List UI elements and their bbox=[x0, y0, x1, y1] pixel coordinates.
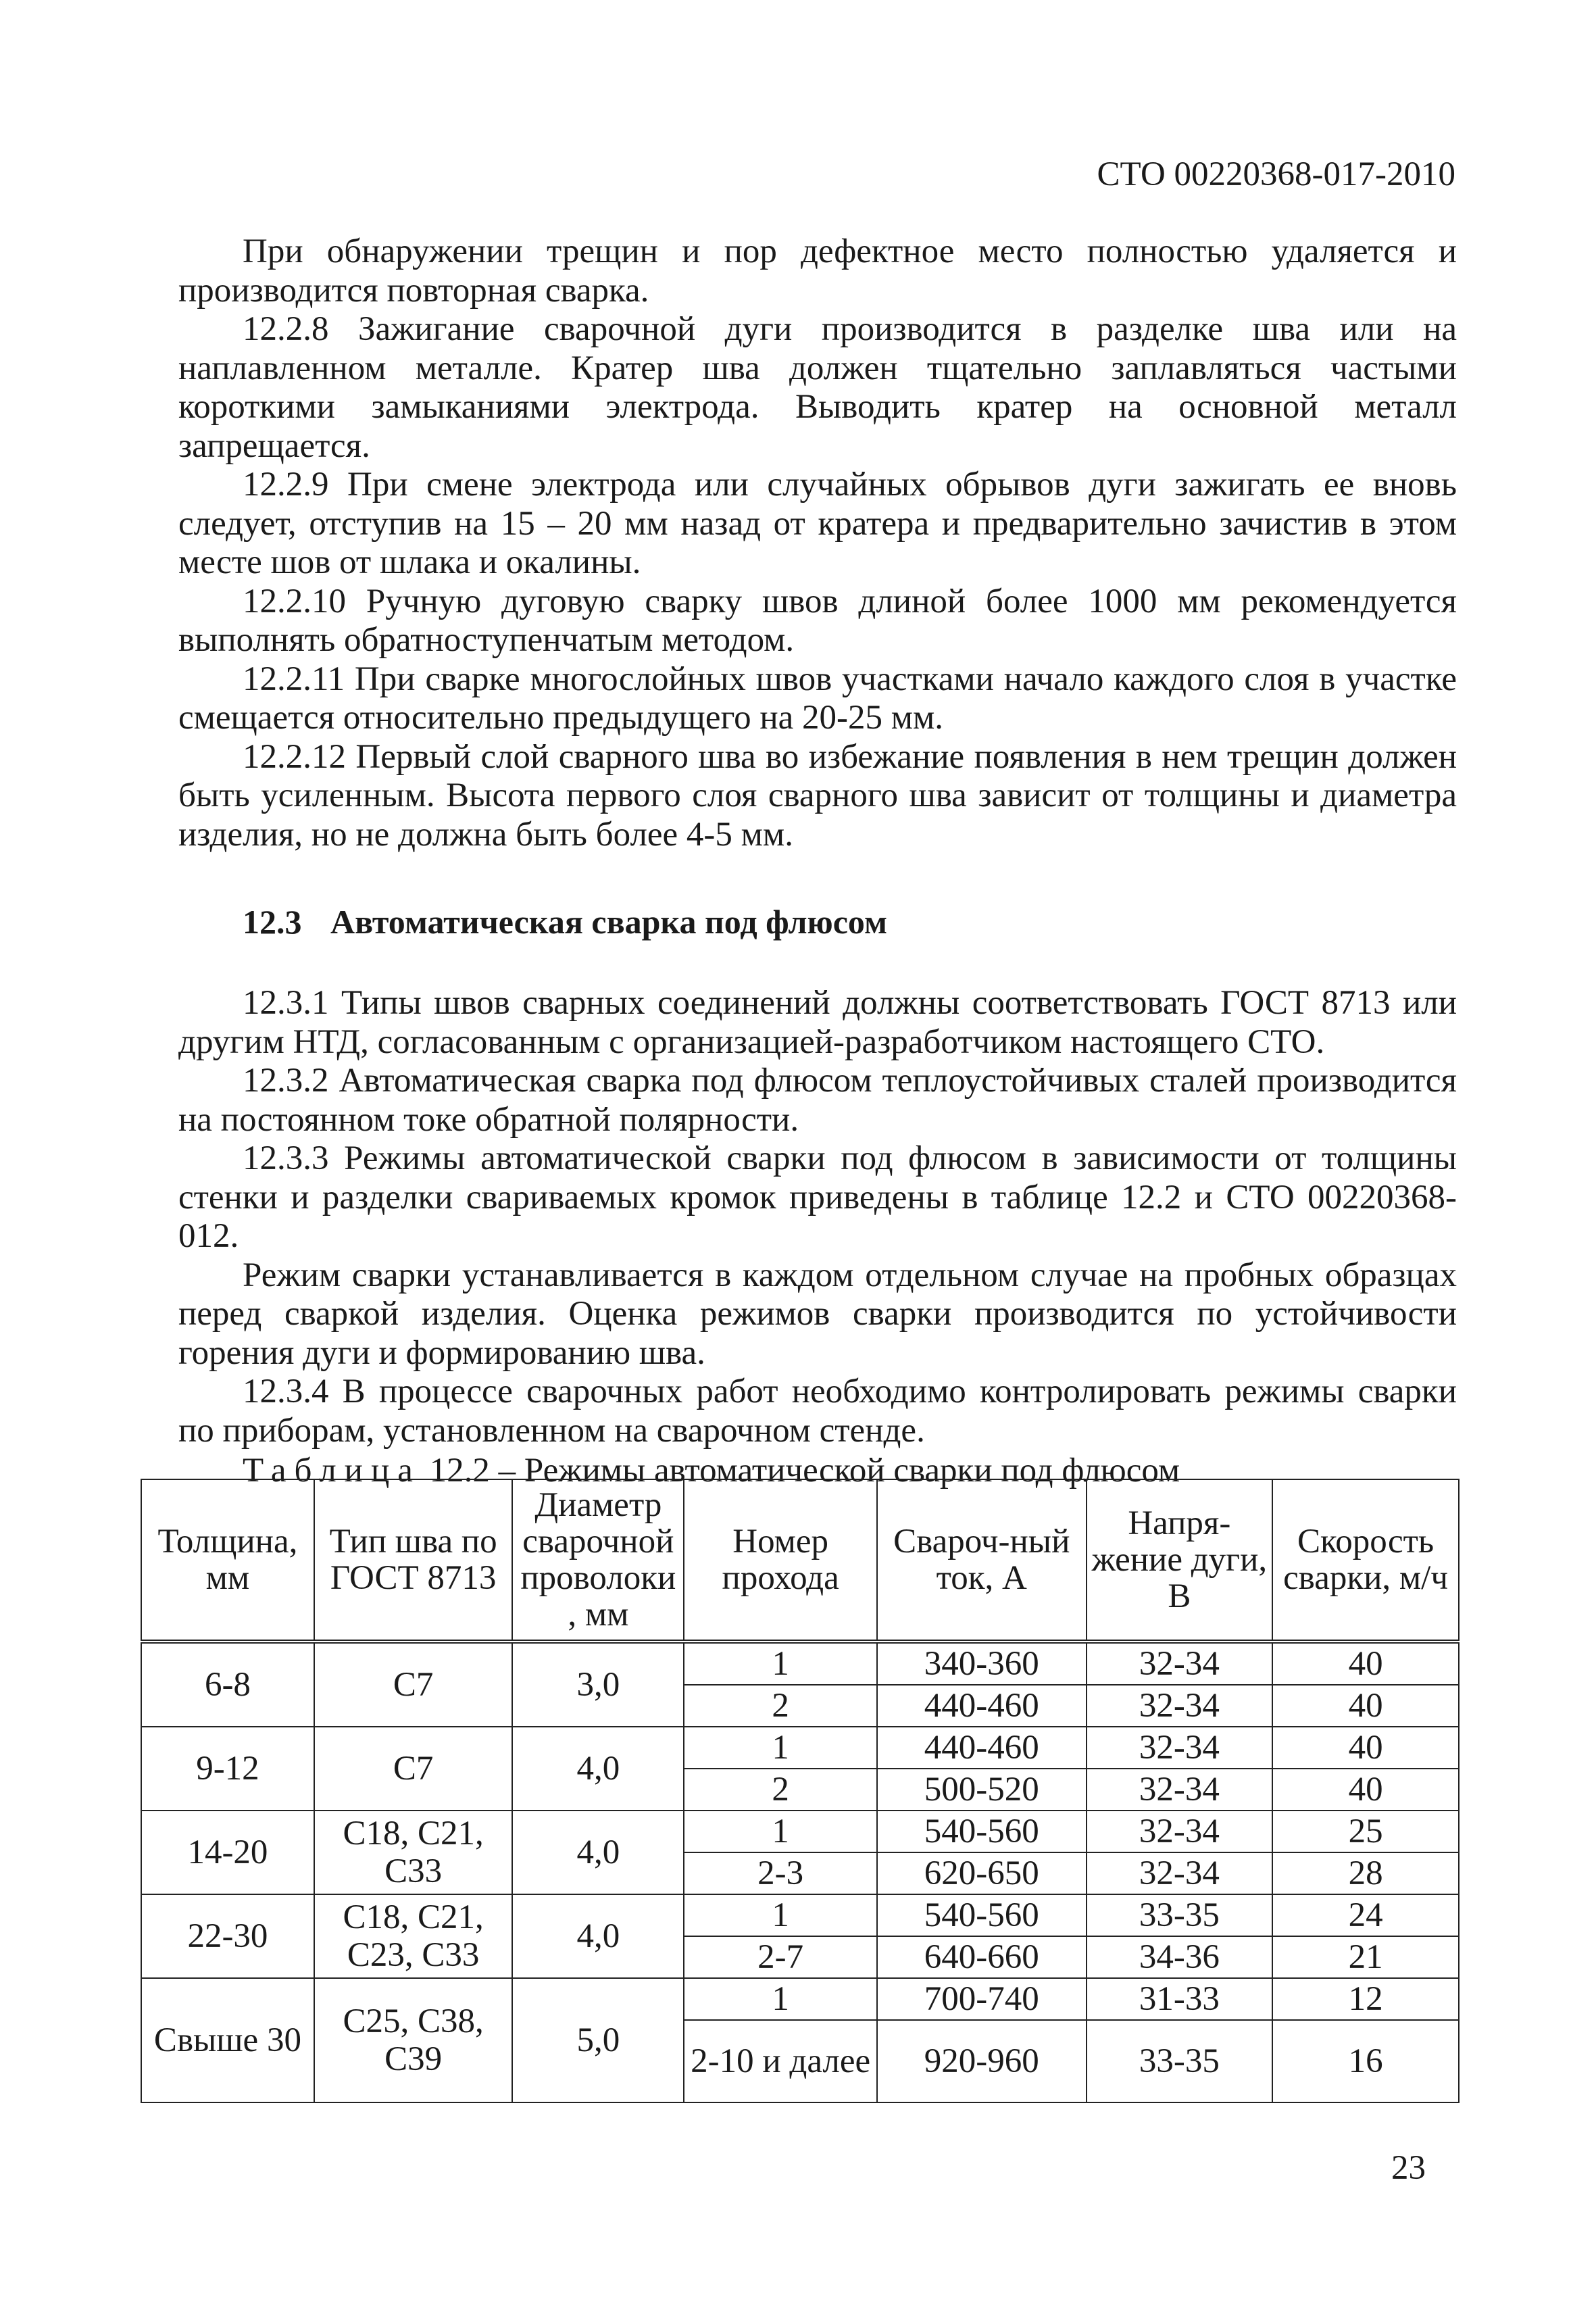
cell-wire-diameter: 4,0 bbox=[512, 1811, 684, 1894]
cell-thickness: 22-30 bbox=[141, 1894, 314, 1978]
cell-speed: 12 bbox=[1272, 1978, 1459, 2020]
cell-current: 620-650 bbox=[877, 1852, 1087, 1894]
table-caption-word: Таблица bbox=[243, 1452, 421, 1490]
cell-current: 540-560 bbox=[877, 1894, 1087, 1936]
column-header-speed: Скорость сварки, м/ч bbox=[1272, 1479, 1459, 1642]
welding-modes-table bbox=[141, 1479, 1460, 2103]
table-row bbox=[141, 1727, 1459, 1769]
paragraph: Режим сварки устанавливается в каждом отдельном случае на пробных образцах перед сваркой изделия. Оценка режимов сварки производится по устойчивости горения дуги и формированию шва. bbox=[178, 1256, 1457, 1372]
cell-thickness: 6-8 bbox=[141, 1642, 314, 1727]
paragraph: 12.3.2 Автоматическая сварка под флюсом теплоустойчивых сталей производится на постоянном токе обратной полярности. bbox=[178, 1062, 1457, 1139]
paragraph: 12.3.1 Типы швов сварных соединений должны соответствовать ГОСТ 8713 или другим НТД, согласованным с организацией-разработчиком настоящего СТО. bbox=[178, 984, 1457, 1061]
table-row bbox=[141, 1978, 1459, 2020]
cell-voltage: 34-36 bbox=[1087, 1936, 1273, 1978]
cell-current: 500-520 bbox=[877, 1769, 1087, 1811]
column-header-pass-number: Номер прохода bbox=[684, 1479, 877, 1642]
cell-current: 440-460 bbox=[877, 1727, 1087, 1769]
cell-pass: 1 bbox=[684, 1642, 877, 1685]
column-header-wire-diameter: Диаметр сварочной проволоки , мм bbox=[512, 1479, 684, 1642]
column-header-thickness: Толщина, мм bbox=[141, 1479, 314, 1642]
section-title: Автоматическая сварка под флюсом bbox=[330, 903, 888, 941]
cell-wire-diameter: 3,0 bbox=[512, 1642, 684, 1727]
cell-current: 340-360 bbox=[877, 1642, 1087, 1685]
paragraph: 12.2.8 Зажигание сварочной дуги производится в разделке шва или на наплавленном металле. Кратер шва должен тщательно заплавляться частыми короткими замыканиями электрода. Выводить кратер на основной металл запрещается. bbox=[178, 310, 1457, 465]
cell-voltage: 32-34 bbox=[1087, 1685, 1273, 1727]
table-row bbox=[141, 1642, 1459, 1685]
cell-seam-type: С7 bbox=[314, 1727, 512, 1811]
cell-voltage: 33-35 bbox=[1087, 1894, 1273, 1936]
cell-pass: 1 bbox=[684, 1811, 877, 1852]
cell-seam-type: С25, С38, С39 bbox=[314, 1978, 512, 2102]
cell-voltage: 32-34 bbox=[1087, 1727, 1273, 1769]
page-number: 23 bbox=[1391, 2149, 1426, 2187]
cell-current: 440-460 bbox=[877, 1685, 1087, 1727]
cell-pass: 2-3 bbox=[684, 1852, 877, 1894]
cell-thickness: Свыше 30 bbox=[141, 1978, 314, 2102]
cell-voltage: 32-34 bbox=[1087, 1811, 1273, 1852]
paragraph: 12.2.11 При сварке многослойных швов участками начало каждого слоя в участке смещается относительно предыдущего на 20-25 мм. bbox=[178, 660, 1457, 737]
section-heading bbox=[178, 902, 1457, 942]
paragraph: 12.2.10 Ручную дуговую сварку швов длиной более 1000 мм рекомендуется выполнять обратноступенчатым методом. bbox=[178, 582, 1457, 659]
cell-current: 540-560 bbox=[877, 1811, 1087, 1852]
paragraph: 12.2.9 При смене электрода или случайных обрывов дуги зажигать ее вновь следует, отступив на 15 – 20 мм назад от кратера и предварительно зачистив в этом месте шов от шлака и окалины. bbox=[178, 466, 1457, 581]
cell-speed: 40 bbox=[1272, 1685, 1459, 1727]
cell-voltage: 33-35 bbox=[1087, 2020, 1273, 2102]
cell-current: 640-660 bbox=[877, 1936, 1087, 1978]
column-header-current: Свароч-ный ток, А bbox=[877, 1479, 1087, 1642]
cell-pass: 2-7 bbox=[684, 1936, 877, 1978]
column-header-seam-type: Тип шва по ГОСТ 8713 bbox=[314, 1479, 512, 1642]
cell-speed: 40 bbox=[1272, 1769, 1459, 1811]
body-text bbox=[178, 232, 1457, 1491]
cell-wire-diameter: 4,0 bbox=[512, 1727, 684, 1811]
cell-speed: 40 bbox=[1272, 1642, 1459, 1685]
cell-voltage: 31-33 bbox=[1087, 1978, 1273, 2020]
paragraph: 12.3.3 Режимы автоматической сварки под флюсом в зависимости от толщины стенки и разделки свариваемых кромок приведены в таблице 12.2 и СТО 00220368-012. bbox=[178, 1139, 1457, 1255]
table-row bbox=[141, 1894, 1459, 1936]
cell-pass: 2 bbox=[684, 1685, 877, 1727]
cell-pass: 1 bbox=[684, 1978, 877, 2020]
paragraph: 12.2.12 Первый слой сварного шва во избежание появления в нем трещин должен быть усиленным. Высота первого слоя сварного шва зависит от толщины и диаметра изделия, но не должна быть более 4-5 мм. bbox=[178, 737, 1457, 854]
cell-pass: 1 bbox=[684, 1727, 877, 1769]
cell-speed: 16 bbox=[1272, 2020, 1459, 2102]
cell-thickness: 9-12 bbox=[141, 1727, 314, 1811]
cell-current: 920-960 bbox=[877, 2020, 1087, 2102]
cell-pass: 2-10 и далее bbox=[684, 2020, 877, 2102]
cell-thickness: 14-20 bbox=[141, 1811, 314, 1894]
cell-pass: 2 bbox=[684, 1769, 877, 1811]
cell-seam-type: С18, С21, С23, С33 bbox=[314, 1894, 512, 1978]
cell-speed: 24 bbox=[1272, 1894, 1459, 1936]
table-caption-text: 12.2 – Режимы автоматической сварки под флюсом bbox=[420, 1452, 1180, 1490]
cell-wire-diameter: 4,0 bbox=[512, 1894, 684, 1978]
cell-voltage: 32-34 bbox=[1087, 1642, 1273, 1685]
paragraph: При обнаружении трещин и пор дефектное место полностью удаляется и производится повторная сварка. bbox=[178, 232, 1457, 310]
document-code: СТО 00220368-017-2010 bbox=[1097, 155, 1455, 193]
cell-speed: 21 bbox=[1272, 1936, 1459, 1978]
cell-speed: 25 bbox=[1272, 1811, 1459, 1852]
paragraph: 12.3.4 В процессе сварочных работ необходимо контролировать режимы сварки по приборам, установленном на сварочном стенде. bbox=[178, 1373, 1457, 1450]
cell-wire-diameter: 5,0 bbox=[512, 1978, 684, 2102]
cell-seam-type: С18, С21, С33 bbox=[314, 1811, 512, 1894]
column-header-voltage: Напря-жение дуги, В bbox=[1087, 1479, 1273, 1642]
cell-voltage: 32-34 bbox=[1087, 1769, 1273, 1811]
table-header-row bbox=[141, 1479, 1459, 1642]
cell-speed: 40 bbox=[1272, 1727, 1459, 1769]
cell-pass: 1 bbox=[684, 1894, 877, 1936]
table-row bbox=[141, 1811, 1459, 1852]
cell-voltage: 32-34 bbox=[1087, 1852, 1273, 1894]
section-number: 12.3 bbox=[243, 903, 302, 941]
cell-current: 700-740 bbox=[877, 1978, 1087, 2020]
cell-speed: 28 bbox=[1272, 1852, 1459, 1894]
cell-seam-type: С7 bbox=[314, 1642, 512, 1727]
